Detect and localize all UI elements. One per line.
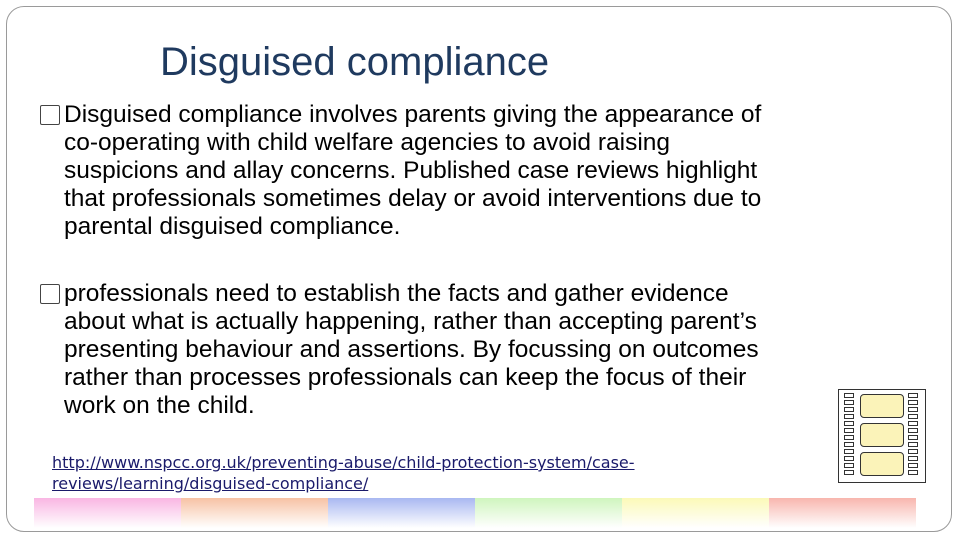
paragraph-line: suspicions and allay concerns. Published case reviews highlight	[64, 157, 758, 184]
checkbox-bullet-icon	[40, 105, 60, 125]
film-frame	[860, 452, 904, 476]
decorative-color-bar	[34, 498, 916, 528]
slide-title: Disguised compliance	[160, 40, 550, 84]
color-bar-segment	[622, 498, 769, 528]
film-perforations-right	[906, 393, 922, 479]
nspcc-link[interactable]	[52, 452, 635, 494]
checkbox-bullet-icon	[40, 284, 60, 304]
color-bar-segment	[328, 498, 475, 528]
paragraph-line: professionals need to establish the facts and gather evidence	[64, 280, 729, 307]
paragraph-line: presenting behaviour and assertions. By focussing on outcomes	[64, 336, 759, 363]
paragraph-line: work on the child.	[64, 392, 255, 419]
bullet-paragraph-1	[40, 101, 910, 241]
bullet-paragraph-2	[40, 280, 910, 420]
paragraph-line: Disguised compliance involves parents giving the appearance of	[64, 101, 762, 128]
film-frame	[860, 394, 904, 418]
color-bar-segment	[475, 498, 622, 528]
paragraph-line: about what is actually happening, rather than accepting parent’s	[64, 308, 757, 335]
color-bar-segment	[34, 498, 181, 528]
paragraph-line: parental disguised compliance.	[64, 213, 401, 240]
film-frame	[860, 423, 904, 447]
color-bar-segment	[181, 498, 328, 528]
paragraph-line: co-operating with child welfare agencies to avoid raising	[64, 129, 671, 156]
paragraph-line: rather than processes professionals can keep the focus of their	[64, 364, 747, 391]
film-perforations-left	[842, 393, 858, 479]
filmstrip-icon[interactable]	[838, 389, 926, 483]
link-line-1[interactable]: http://www.nspcc.org.uk/preventing-abuse/child-protection-system/case-	[52, 453, 635, 472]
paragraph-line: that professionals sometimes delay or avoid interventions due to	[64, 185, 762, 212]
link-line-2[interactable]: reviews/learning/disguised-compliance/	[52, 474, 369, 493]
color-bar-segment	[769, 498, 916, 528]
